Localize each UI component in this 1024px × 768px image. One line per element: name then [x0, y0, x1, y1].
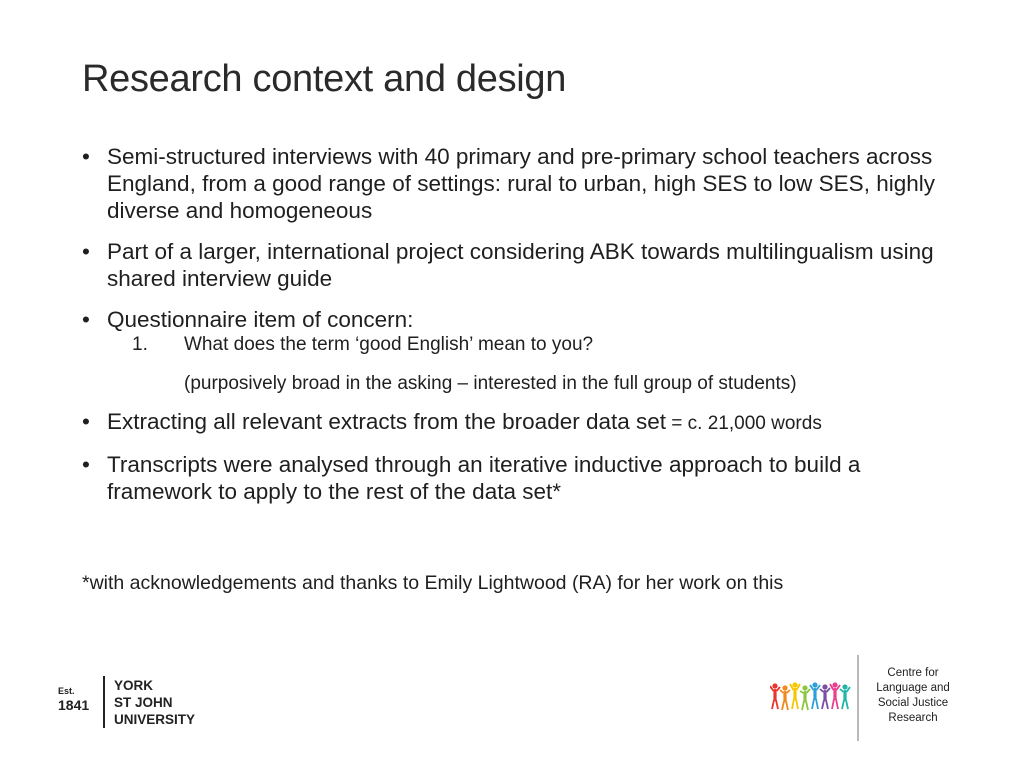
bullet-dot: •: [82, 144, 90, 169]
bullet-dot: •: [82, 239, 90, 264]
word-count: = c. 21,000 words: [666, 413, 822, 434]
york-st-john-logo: [58, 676, 228, 730]
logo-line: YORK: [114, 678, 154, 693]
logo-line: ST JOHN: [114, 695, 173, 710]
bullet-dot: •: [82, 307, 90, 332]
bullet-item: [82, 143, 962, 224]
logo-divider: [103, 676, 105, 728]
sub-item-note: (purposively broad in the asking – interested in the full group of students): [184, 373, 797, 394]
logo-line: Centre for: [887, 667, 939, 679]
bullet-list: [82, 143, 962, 519]
logo-est: Est.: [58, 686, 75, 696]
figure: [780, 685, 790, 710]
bullet-dot: •: [82, 452, 90, 477]
sub-item-number: 1.: [132, 334, 148, 355]
bullet-item: [82, 451, 962, 505]
bullet-text: Questionnaire item of concern:: [107, 307, 414, 332]
bullet-text: Semi-structured interviews with 40 primary and pre-primary school teachers across England, from a good range of settings: rural to urban, high SES to low SES, highly diverse and homogeneous: [107, 144, 935, 223]
bullet-item: [82, 238, 962, 292]
logo-university-name: [114, 677, 195, 728]
figure: [840, 684, 850, 709]
centre-name: [867, 666, 959, 726]
slide-title: Research context and design: [82, 58, 567, 100]
sub-item-text: What does the term ‘good English’ mean to you?: [184, 334, 594, 355]
logo-year: 1841: [58, 697, 90, 713]
bullet-text: Part of a larger, international project considering ABK towards multilingualism using shared interview guide: [107, 239, 934, 291]
figure: [790, 682, 800, 709]
figure: [810, 682, 820, 709]
figure: [770, 683, 780, 709]
figure: [800, 685, 810, 710]
logo-line: UNIVERSITY: [114, 712, 196, 727]
bullet-item: [82, 408, 962, 437]
bullet-item: [82, 306, 962, 333]
figure: [830, 682, 840, 709]
centre-logo: [770, 655, 980, 741]
sub-item: [82, 333, 962, 357]
dancing-figures-icon: [770, 681, 852, 711]
figure: [820, 684, 830, 709]
logo-line: Language and: [876, 682, 950, 694]
logo-line: Social Justice: [877, 697, 949, 709]
bullet-text: Transcripts were analysed through an iterative inductive approach to build a framework to apply to the rest of the data set*: [107, 452, 861, 504]
bullet-text: Extracting all relevant extracts from the broader data set: [107, 409, 667, 434]
logo-line: Research: [888, 712, 938, 724]
footnote: *with acknowledgements and thanks to Emily Lightwood (RA) for her work on this: [82, 572, 784, 594]
bullet-dot: •: [82, 409, 90, 434]
logo-divider: [857, 655, 859, 741]
